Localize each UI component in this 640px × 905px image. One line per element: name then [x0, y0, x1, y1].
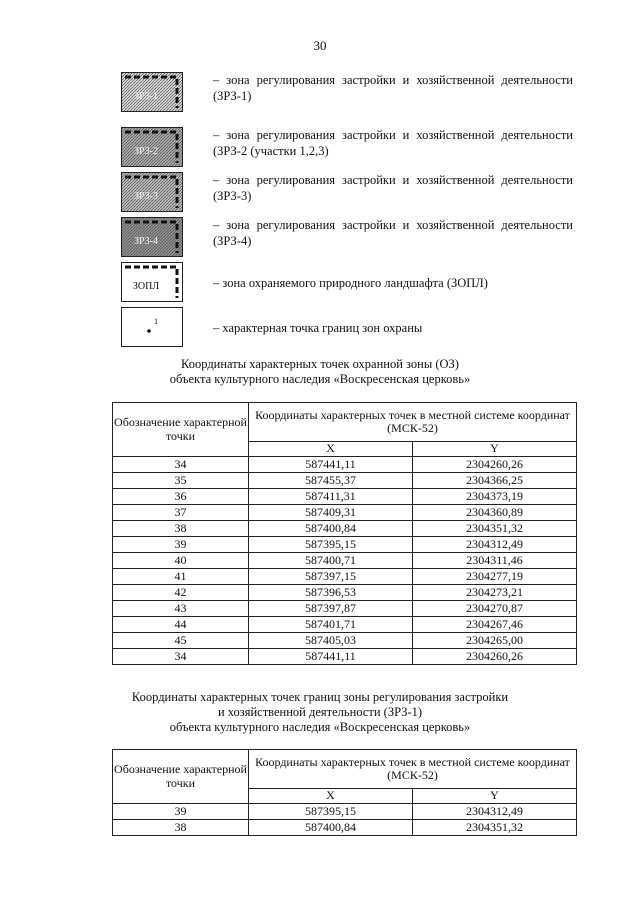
y-cell: 2304273,21 — [413, 585, 577, 601]
x-cell: 587401,71 — [249, 617, 413, 633]
x-cell: 587397,15 — [249, 569, 413, 585]
y-cell: 2304270,87 — [413, 601, 577, 617]
x-cell: 587400,84 — [249, 820, 413, 836]
table-row — [113, 633, 577, 649]
point-id-cell: 39 — [113, 804, 249, 820]
x-cell: 587397,87 — [249, 601, 413, 617]
coords-header: Координаты характерных точек в местной системе координат (МСК-52) — [249, 403, 577, 442]
legend-item — [121, 217, 581, 257]
y-cell: 2304260,26 — [413, 457, 577, 473]
point-id-cell: 44 — [113, 617, 249, 633]
x-cell: 587455,37 — [249, 473, 413, 489]
zone-symbol — [121, 217, 183, 257]
y-cell: 2304260,26 — [413, 649, 577, 665]
table-row — [113, 617, 577, 633]
legend-text: – зона регулирования застройки и хозяйственной деятельности (ЗРЗ-3) — [213, 173, 573, 203]
table2-caption-line3: объекта культурного наследия «Воскресенская церковь» — [169, 720, 471, 734]
x-cell: 587405,03 — [249, 633, 413, 649]
x-cell: 587411,31 — [249, 489, 413, 505]
point-id-cell: 34 — [113, 649, 249, 665]
y-cell: 2304312,49 — [413, 537, 577, 553]
x-header: X — [249, 789, 413, 804]
point-id-cell: 35 — [113, 473, 249, 489]
point-id-cell: 40 — [113, 553, 249, 569]
zone-symbol-label: ЗРЗ-1 — [133, 91, 159, 102]
y-cell: 2304312,49 — [413, 804, 577, 820]
zone-symbol — [121, 127, 183, 167]
table2-caption — [0, 690, 640, 735]
zone-symbol — [121, 72, 183, 112]
table-row — [113, 601, 577, 617]
point-id-header: Обозначение характерной точки — [113, 750, 249, 804]
x-cell: 587441,11 — [249, 457, 413, 473]
x-cell: 587400,71 — [249, 553, 413, 569]
table-row — [113, 457, 577, 473]
y-cell: 2304366,25 — [413, 473, 577, 489]
table2 — [112, 749, 577, 836]
table-row — [113, 489, 577, 505]
table-row — [113, 649, 577, 665]
point-id-header: Обозначение характерной точки — [113, 403, 249, 457]
point-id-cell: 45 — [113, 633, 249, 649]
table2-caption-line2: и хозяйственной деятельности (ЗРЗ-1) — [217, 705, 423, 719]
point-id-cell: 36 — [113, 489, 249, 505]
point-number-label: 1 — [154, 317, 158, 326]
point-id-cell: 39 — [113, 537, 249, 553]
y-cell: 2304311,46 — [413, 553, 577, 569]
point-id-cell: 37 — [113, 505, 249, 521]
boundary-point-symbol — [121, 307, 183, 347]
table-row — [113, 505, 577, 521]
y-cell: 2304373,19 — [413, 489, 577, 505]
legend-item — [121, 262, 581, 302]
legend-text: – зона регулирования застройки и хозяйственной деятельности (ЗРЗ-1) — [213, 73, 573, 103]
table-row — [113, 569, 577, 585]
table-row — [113, 585, 577, 601]
x-cell: 587400,84 — [249, 521, 413, 537]
zone-symbol — [121, 262, 183, 302]
table-row — [113, 521, 577, 537]
table2-body — [113, 804, 577, 836]
x-cell: 587395,15 — [249, 537, 413, 553]
point-id-cell: 42 — [113, 585, 249, 601]
legend-text: – зона регулирования застройки и хозяйственной деятельности (ЗРЗ-4) — [213, 218, 573, 248]
point-id-cell: 34 — [113, 457, 249, 473]
y-header: Y — [413, 442, 577, 457]
table-row — [113, 553, 577, 569]
y-cell: 2304351,32 — [413, 521, 577, 537]
point-id-cell: 38 — [113, 521, 249, 537]
point-id-cell: 38 — [113, 820, 249, 836]
legend-item — [121, 72, 581, 112]
table2-caption-line1: Координаты характерных точек границ зоны регулирования застройки — [131, 690, 509, 704]
table1 — [112, 402, 577, 665]
zone-symbol-label: ЗОПЛ — [132, 281, 160, 292]
table1-body — [113, 457, 577, 665]
y-cell: 2304360,89 — [413, 505, 577, 521]
point-id-cell: 41 — [113, 569, 249, 585]
point-id-cell: 43 — [113, 601, 249, 617]
x-header: X — [249, 442, 413, 457]
table1-caption-line2: объекта культурного наследия «Воскресенская церковь» — [169, 372, 471, 386]
legend-text: – зона охраняемого природного ландшафта (ЗОПЛ) — [213, 276, 488, 290]
legend-item — [121, 172, 581, 212]
x-cell: 587396,53 — [249, 585, 413, 601]
y-cell: 2304351,32 — [413, 820, 577, 836]
legend-item — [121, 307, 581, 347]
table1-caption-line1: Координаты характерных точек охранной зоны (ОЗ) — [181, 357, 459, 371]
y-header: Y — [413, 789, 577, 804]
y-cell: 2304267,46 — [413, 617, 577, 633]
coords-header: Координаты характерных точек в местной системе координат (МСК-52) — [249, 750, 577, 789]
y-cell: 2304265,00 — [413, 633, 577, 649]
legend-text: – зона регулирования застройки и хозяйственной деятельности (ЗРЗ-2 (участки 1,2,3) — [213, 128, 573, 158]
x-cell: 587441,11 — [249, 649, 413, 665]
table-row — [113, 820, 577, 836]
legend-text: – характерная точка границ зон охраны — [213, 321, 423, 335]
table1-caption — [0, 357, 640, 387]
zone-symbol-label: ЗРЗ-3 — [133, 191, 159, 202]
zone-symbol-label: ЗРЗ-4 — [133, 236, 159, 247]
zone-symbol-label: ЗРЗ-2 — [133, 146, 159, 157]
legend-item — [121, 127, 581, 167]
y-cell: 2304277,19 — [413, 569, 577, 585]
table-row — [113, 804, 577, 820]
table-row — [113, 537, 577, 553]
table-row — [113, 473, 577, 489]
x-cell: 587395,15 — [249, 804, 413, 820]
x-cell: 587409,31 — [249, 505, 413, 521]
page-number: 30 — [313, 38, 327, 53]
zone-symbol — [121, 172, 183, 212]
